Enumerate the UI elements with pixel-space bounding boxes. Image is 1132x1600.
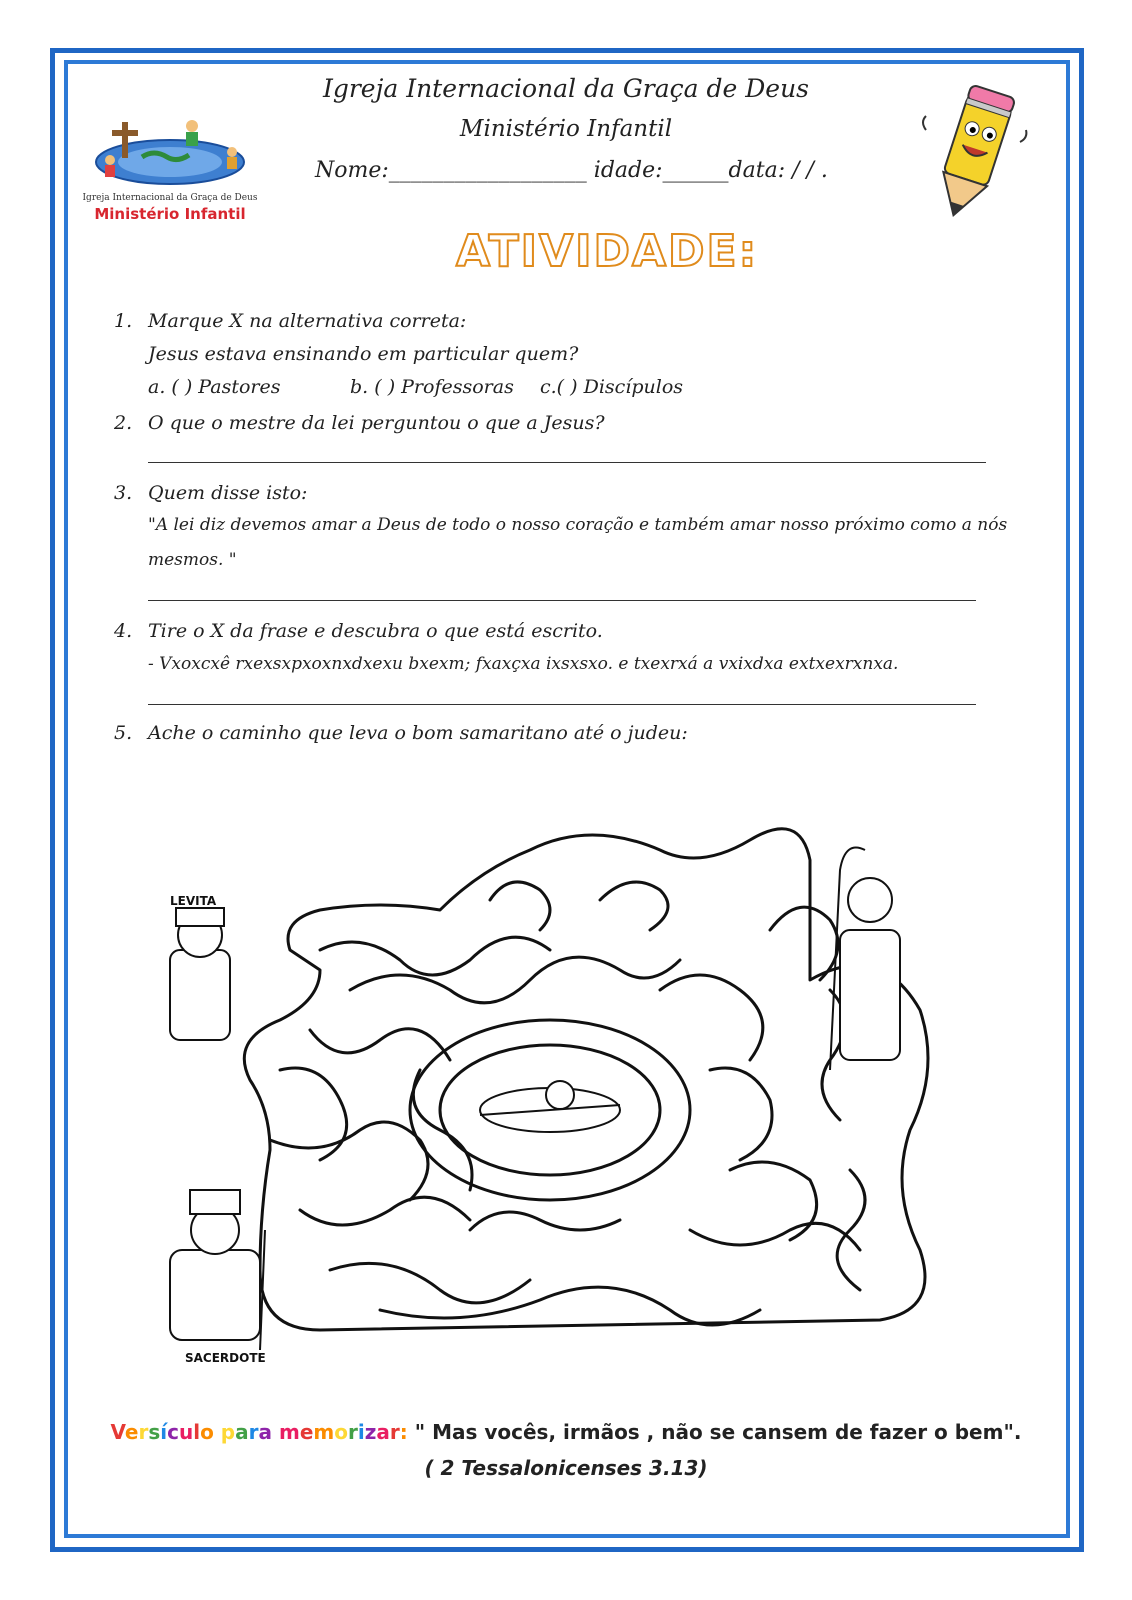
verse-label-letter: m [313, 1420, 335, 1444]
memory-verse-text: " Mas vocês, irmãos , não se cansem de fazer o bem". [407, 1420, 1022, 1444]
q3-quote-line2: mesmos. " [148, 550, 237, 570]
church-title: Igreja Internacional da Graça de Deus [322, 74, 810, 103]
verse-label-letter: í [160, 1420, 168, 1444]
verse-label-letter: u [178, 1420, 194, 1444]
q1-subtext: Jesus estava ensinando em particular quem? [148, 343, 579, 365]
verse-label-letter: s [148, 1420, 161, 1444]
q2-text: O que o mestre da lei perguntou o que a Jesus? [148, 412, 605, 434]
q5-text: Ache o caminho que leva o bom samaritano até o judeu: [148, 722, 688, 744]
sacerdote-figure [170, 1190, 265, 1350]
q5-number: 5. [114, 722, 133, 744]
q4-text: Tire o X da frase e descubra o que está escrito. [148, 620, 603, 642]
q3-number: 3. [114, 482, 133, 504]
verse-label-letter: a [258, 1420, 272, 1444]
activity-title: ATIVIDADE: [456, 226, 759, 277]
verse-label-letter: r [347, 1420, 358, 1444]
maze-illustration[interactable] [130, 810, 990, 1380]
ministry-title: Ministério Infantil [459, 116, 673, 142]
verse-reference: ( 2 Tessalonicenses 3.13) [424, 1456, 708, 1480]
verse-label-letter: e [124, 1420, 139, 1444]
verse-label-letter: z [364, 1420, 377, 1444]
q1-option-b[interactable]: b. ( ) Professoras [350, 376, 514, 398]
verse-label-letter: a [376, 1420, 390, 1444]
levita-label: LEVITA [170, 894, 217, 908]
levita-figure [170, 908, 230, 1040]
verse-label-letter: a [235, 1420, 249, 1444]
q1-number: 1. [114, 310, 133, 332]
verse-label-letter: V [110, 1420, 125, 1444]
q1-option-a[interactable]: a. ( ) Pastores [148, 376, 281, 398]
verse-label-letter: c [167, 1420, 179, 1444]
q3-answer-line[interactable] [148, 600, 976, 601]
q1-option-c[interactable]: c.( ) Discípulos [540, 376, 684, 398]
verse-label-letter [272, 1420, 279, 1444]
logo-ministry-name: Ministério Infantil [94, 205, 246, 223]
sacerdote-label: SACERDOTE [185, 1351, 266, 1365]
verse-label-letter: o [200, 1420, 214, 1444]
q3-text: Quem disse isto: [148, 482, 308, 504]
verse-label-letter: r [138, 1420, 149, 1444]
q3-quote-line1: "A lei diz devemos amar a Deus de todo o nosso coração e também amar nosso próximo como a nós [148, 515, 1008, 535]
q4-number: 4. [114, 620, 133, 642]
name-age-date-field[interactable]: Nome:__________________ idade:______data: / / . [315, 158, 828, 183]
verse-label-letter: e [299, 1420, 314, 1444]
verse-label-letter: m [278, 1420, 300, 1444]
verse-label-letter: l [193, 1420, 201, 1444]
verse-label-letter: o [334, 1420, 348, 1444]
memory-verse [0, 1420, 1132, 1444]
verse-label-letter: i [357, 1420, 365, 1444]
samaritan-figure [830, 848, 900, 1071]
q1-text: Marque X na alternativa correta: [148, 310, 467, 332]
logo-church-name: Igreja Internacional da Graça de Deus [82, 193, 258, 203]
q2-number: 2. [114, 412, 133, 434]
verse-label-letter [214, 1420, 221, 1444]
verse-label-letter: r [248, 1420, 259, 1444]
q4-puzzle: - Vxoxcxê rxexsxpxoxnxdxexu bxexm; fxaxçxa ixsxsxo. e txexrxá a vxixdxa extxexrxnxa. [148, 654, 899, 674]
verse-label-letter: p [220, 1420, 236, 1444]
q4-answer-line[interactable] [148, 704, 976, 705]
memory-verse-label [111, 1420, 408, 1444]
q2-answer-line[interactable] [148, 462, 986, 463]
verse-label-letter: : [399, 1420, 408, 1444]
verse-label-letter: r [389, 1420, 400, 1444]
maze-outer-wall [244, 829, 928, 1330]
injured-man-figure [480, 1081, 620, 1132]
